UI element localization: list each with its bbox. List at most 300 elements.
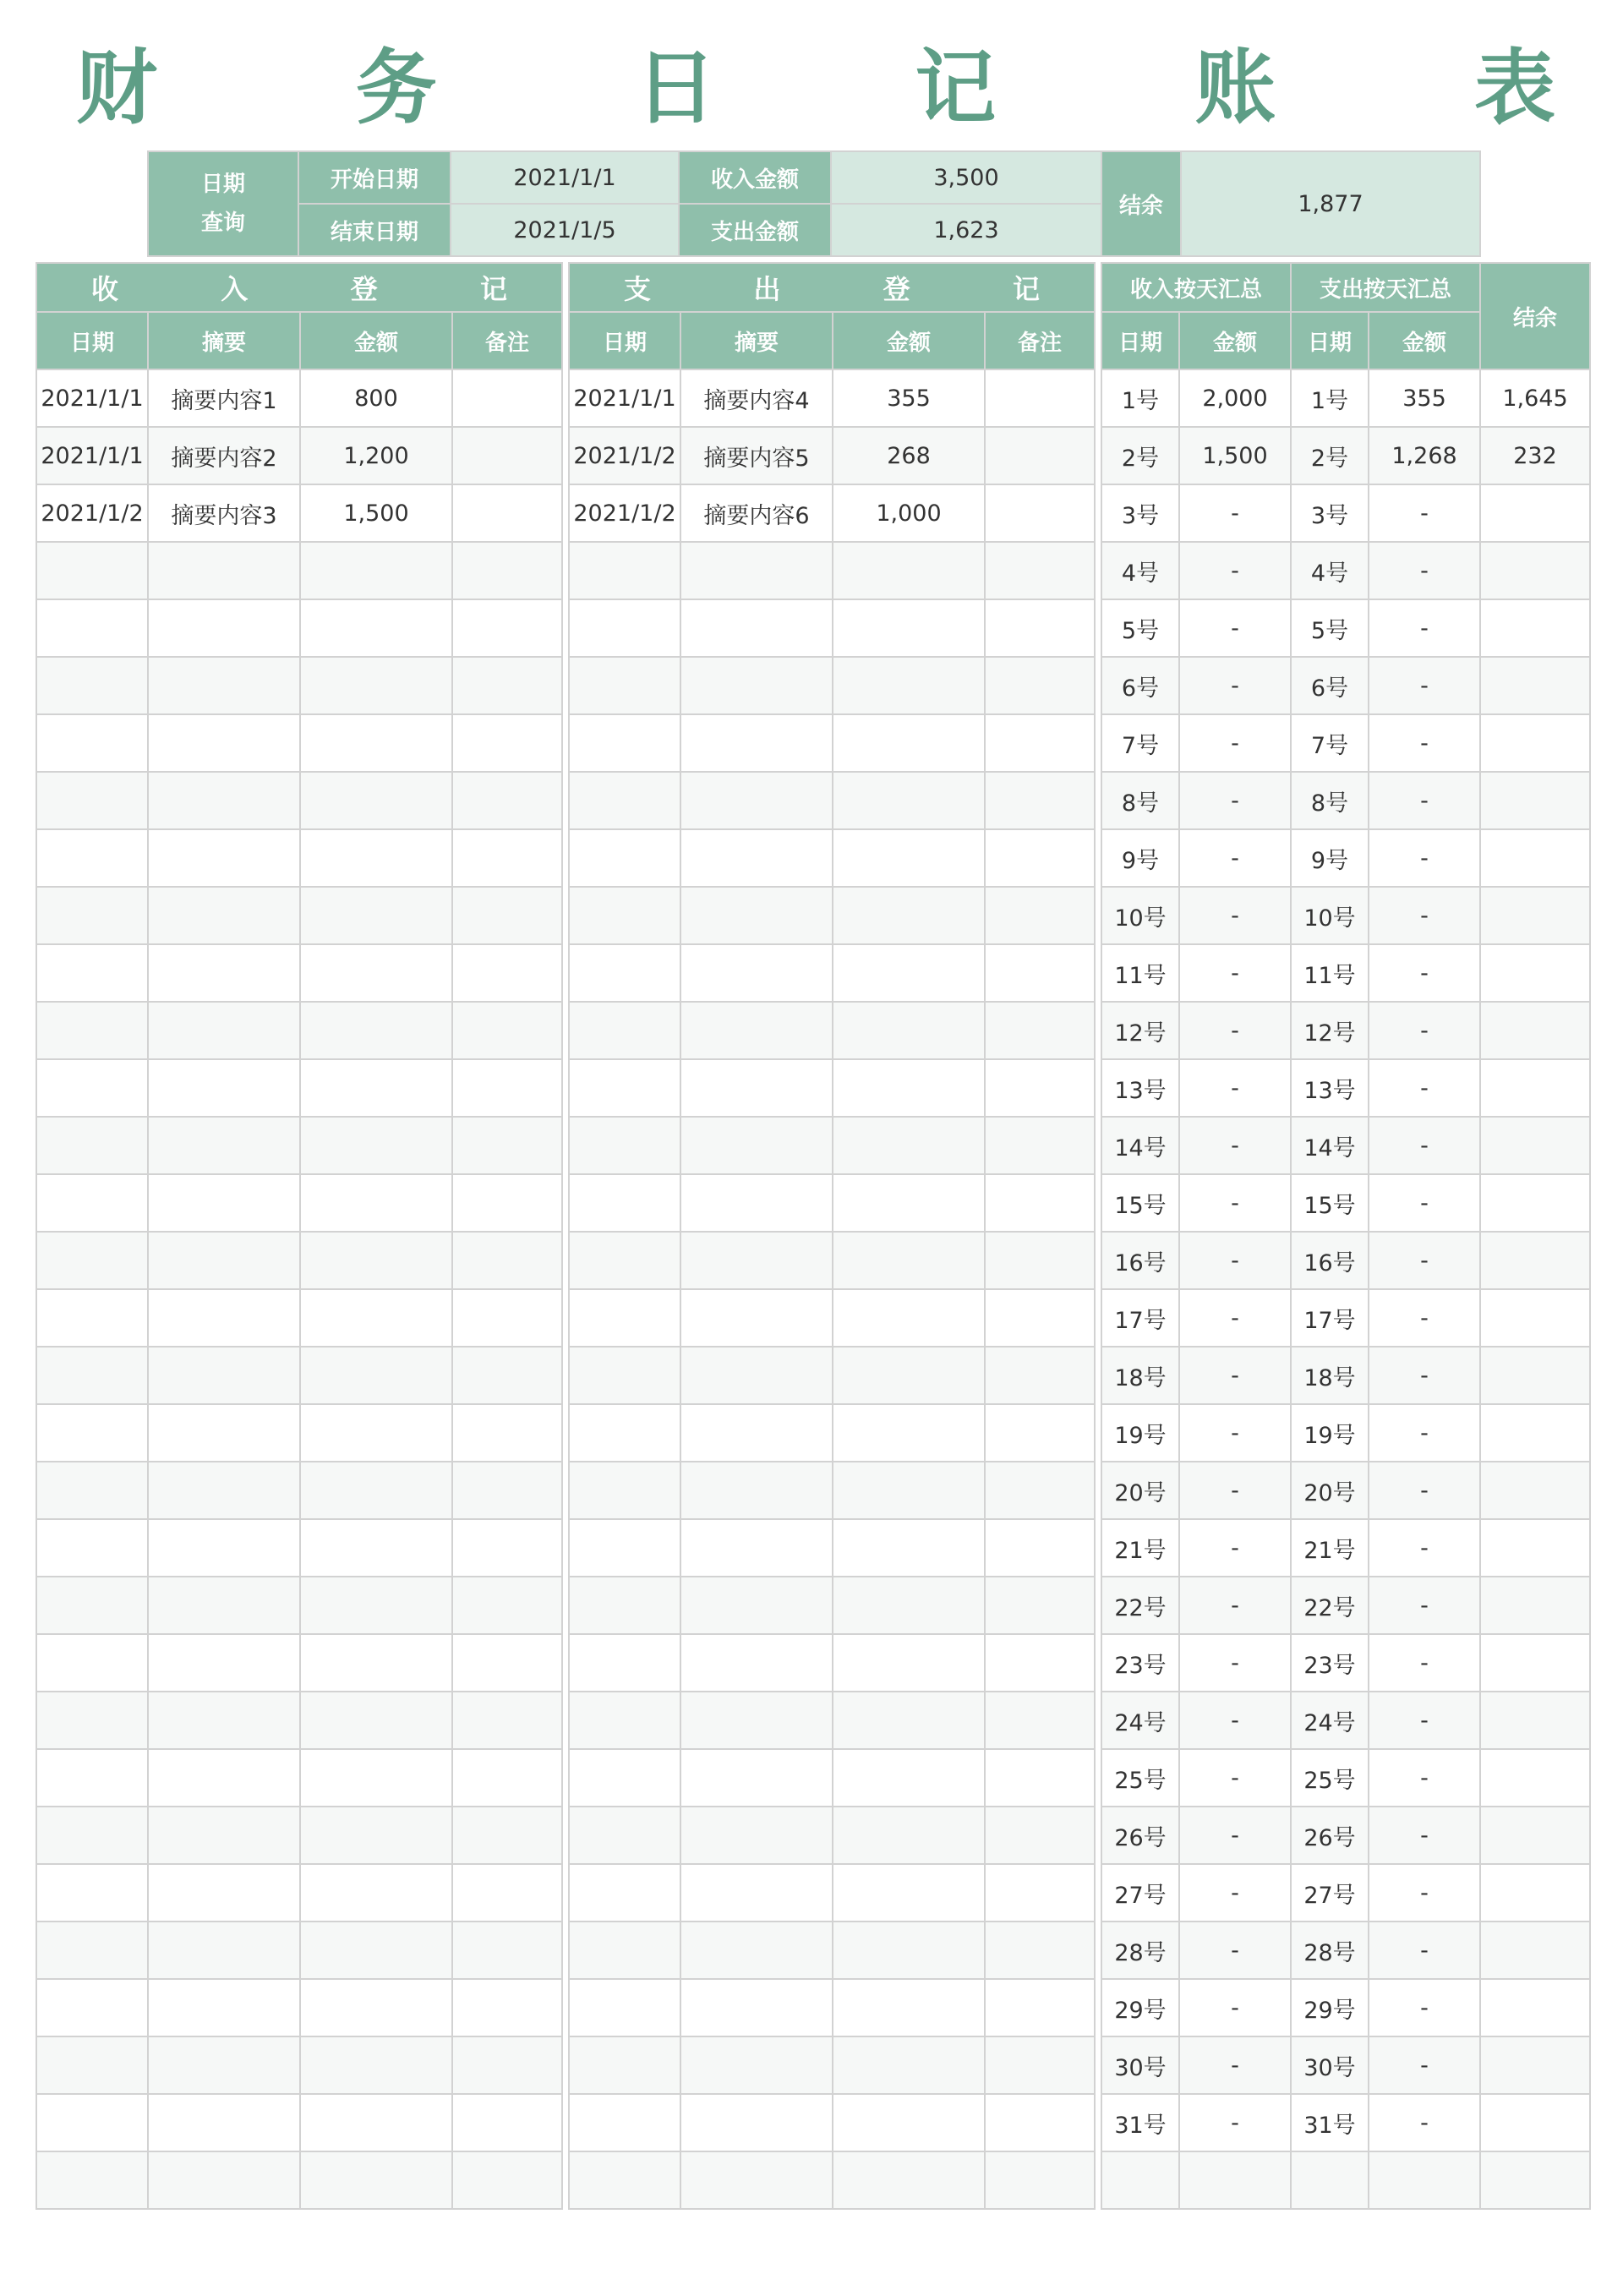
summary-balance-cell[interactable]: 1,645	[1480, 369, 1590, 427]
summary-income-amount-cell[interactable]: -	[1179, 1232, 1291, 1289]
income-date-cell[interactable]	[36, 542, 148, 599]
summary-expense-amount-cell[interactable]: -	[1369, 1174, 1480, 1232]
expense-date-cell[interactable]	[569, 1519, 680, 1577]
summary-balance-cell[interactable]	[1480, 1807, 1590, 1864]
income-amount-cell[interactable]	[300, 2094, 452, 2151]
summary-expense-date-cell[interactable]: 28号	[1291, 1922, 1369, 1979]
summary-income-amount-cell[interactable]: -	[1179, 1922, 1291, 1979]
income-note-cell[interactable]	[452, 944, 562, 1002]
summary-income-date-cell[interactable]: 15号	[1101, 1174, 1179, 1232]
income-note-cell[interactable]	[452, 1347, 562, 1404]
expense-date-cell[interactable]	[569, 1289, 680, 1347]
summary-expense-amount-cell[interactable]: 355	[1369, 369, 1480, 427]
income-note-cell[interactable]	[452, 1117, 562, 1174]
expense-note-cell[interactable]	[985, 714, 1095, 772]
expense-summary-cell[interactable]	[680, 1634, 833, 1692]
expense-summary-cell[interactable]	[680, 1404, 833, 1462]
expense-date-cell[interactable]	[569, 542, 680, 599]
expense-amount-cell[interactable]	[833, 1347, 985, 1404]
expense-date-cell[interactable]: 2021/1/1	[569, 369, 680, 427]
summary-balance-cell[interactable]: 232	[1480, 427, 1590, 484]
income-amount-cell[interactable]: 800	[300, 369, 452, 427]
expense-amount-cell[interactable]	[833, 1692, 985, 1749]
income-note-cell[interactable]	[452, 1519, 562, 1577]
summary-balance-cell[interactable]	[1480, 1289, 1590, 1347]
expense-amount-cell[interactable]	[833, 1462, 985, 1519]
income-summary-cell[interactable]	[148, 657, 300, 714]
expense-date-cell[interactable]	[569, 1807, 680, 1864]
expense-summary-cell[interactable]	[680, 1807, 833, 1864]
income-note-cell[interactable]	[452, 2151, 562, 2209]
income-amount-cell[interactable]	[300, 542, 452, 599]
income-note-cell[interactable]	[452, 1232, 562, 1289]
expense-summary-cell[interactable]	[680, 2151, 833, 2209]
expense-amount-cell[interactable]	[833, 714, 985, 772]
income-amount-cell[interactable]	[300, 1117, 452, 1174]
summary-expense-date-cell[interactable]: 5号	[1291, 599, 1369, 657]
expense-amount-cell[interactable]	[833, 944, 985, 1002]
income-date-cell[interactable]	[36, 2151, 148, 2209]
summary-expense-amount-cell[interactable]: -	[1369, 1289, 1480, 1347]
expense-note-cell[interactable]	[985, 484, 1095, 542]
summary-expense-date-cell[interactable]: 20号	[1291, 1462, 1369, 1519]
expense-date-cell[interactable]	[569, 2036, 680, 2094]
summary-income-date-cell[interactable]: 12号	[1101, 1002, 1179, 1059]
summary-balance-cell[interactable]	[1480, 484, 1590, 542]
summary-income-date-cell[interactable]: 13号	[1101, 1059, 1179, 1117]
expense-date-cell[interactable]: 2021/1/2	[569, 427, 680, 484]
summary-balance-cell[interactable]	[1480, 1634, 1590, 1692]
summary-income-date-cell[interactable]: 9号	[1101, 829, 1179, 887]
expense-note-cell[interactable]	[985, 1864, 1095, 1922]
expense-amount-cell[interactable]	[833, 1577, 985, 1634]
expense-amount-cell[interactable]	[833, 1634, 985, 1692]
income-summary-cell[interactable]	[148, 1864, 300, 1922]
expense-summary-cell[interactable]	[680, 944, 833, 1002]
expense-summary-cell[interactable]	[680, 542, 833, 599]
expense-summary-cell[interactable]	[680, 1864, 833, 1922]
summary-expense-amount-cell[interactable]: -	[1369, 1577, 1480, 1634]
expense-summary-cell[interactable]	[680, 772, 833, 829]
income-amount-cell[interactable]: 1,500	[300, 484, 452, 542]
summary-balance-cell[interactable]	[1480, 1922, 1590, 1979]
income-date-cell[interactable]	[36, 1289, 148, 1347]
summary-expense-date-cell[interactable]: 23号	[1291, 1634, 1369, 1692]
income-amount-cell[interactable]	[300, 944, 452, 1002]
income-note-cell[interactable]	[452, 1289, 562, 1347]
summary-balance-cell[interactable]	[1480, 657, 1590, 714]
income-date-cell[interactable]	[36, 1519, 148, 1577]
expense-note-cell[interactable]	[985, 1922, 1095, 1979]
summary-expense-amount-cell[interactable]: -	[1369, 1807, 1480, 1864]
summary-expense-date-cell[interactable]: 3号	[1291, 484, 1369, 542]
income-amount-cell[interactable]	[300, 1749, 452, 1807]
summary-income-date-cell[interactable]: 10号	[1101, 887, 1179, 944]
summary-balance-cell[interactable]	[1480, 1059, 1590, 1117]
summary-income-date-cell[interactable]: 2号	[1101, 427, 1179, 484]
summary-expense-amount-cell[interactable]: -	[1369, 1922, 1480, 1979]
income-note-cell[interactable]	[452, 1979, 562, 2036]
expense-date-cell[interactable]	[569, 2151, 680, 2209]
income-summary-cell[interactable]	[148, 1807, 300, 1864]
income-date-cell[interactable]	[36, 944, 148, 1002]
summary-expense-date-cell[interactable]: 12号	[1291, 1002, 1369, 1059]
income-date-cell[interactable]	[36, 1922, 148, 1979]
expense-note-cell[interactable]	[985, 1117, 1095, 1174]
expense-amount-cell[interactable]	[833, 1404, 985, 1462]
summary-balance-cell[interactable]	[1480, 2094, 1590, 2151]
expense-note-cell[interactable]	[985, 1577, 1095, 1634]
income-amount-cell[interactable]	[300, 1002, 452, 1059]
summary-income-date-cell[interactable]: 31号	[1101, 2094, 1179, 2151]
summary-income-date-cell[interactable]: 5号	[1101, 599, 1179, 657]
end-date-field[interactable]: 2021/1/5	[451, 204, 679, 256]
expense-note-cell[interactable]	[985, 887, 1095, 944]
summary-expense-date-cell[interactable]: 21号	[1291, 1519, 1369, 1577]
expense-note-cell[interactable]	[985, 1807, 1095, 1864]
income-date-cell[interactable]	[36, 599, 148, 657]
expense-amount-cell[interactable]: 355	[833, 369, 985, 427]
expense-date-cell[interactable]	[569, 1117, 680, 1174]
income-summary-cell[interactable]: 摘要内容1	[148, 369, 300, 427]
income-summary-cell[interactable]	[148, 2151, 300, 2209]
income-summary-cell[interactable]	[148, 1692, 300, 1749]
summary-income-amount-cell[interactable]: -	[1179, 1347, 1291, 1404]
expense-summary-cell[interactable]	[680, 1347, 833, 1404]
summary-balance-cell[interactable]	[1480, 599, 1590, 657]
expense-summary-cell[interactable]	[680, 1117, 833, 1174]
summary-income-date-cell[interactable]: 16号	[1101, 1232, 1179, 1289]
income-date-cell[interactable]	[36, 1577, 148, 1634]
summary-expense-amount-cell[interactable]	[1369, 2151, 1480, 2209]
income-date-cell[interactable]: 2021/1/1	[36, 427, 148, 484]
summary-balance-cell[interactable]	[1480, 2151, 1590, 2209]
income-summary-cell[interactable]	[148, 599, 300, 657]
income-summary-cell[interactable]	[148, 1289, 300, 1347]
income-summary-cell[interactable]	[148, 772, 300, 829]
income-summary-cell[interactable]	[148, 887, 300, 944]
expense-note-cell[interactable]	[985, 599, 1095, 657]
expense-summary-cell[interactable]	[680, 2036, 833, 2094]
summary-balance-cell[interactable]	[1480, 887, 1590, 944]
summary-expense-date-cell[interactable]: 27号	[1291, 1864, 1369, 1922]
summary-balance-cell[interactable]	[1480, 1002, 1590, 1059]
income-amount-cell[interactable]: 1,200	[300, 427, 452, 484]
income-note-cell[interactable]	[452, 599, 562, 657]
expense-summary-cell[interactable]: 摘要内容6	[680, 484, 833, 542]
expense-amount-cell[interactable]	[833, 1519, 985, 1577]
summary-expense-amount-cell[interactable]: -	[1369, 1519, 1480, 1577]
expense-amount-cell[interactable]	[833, 657, 985, 714]
summary-expense-date-cell[interactable]: 6号	[1291, 657, 1369, 714]
summary-balance-cell[interactable]	[1480, 1174, 1590, 1232]
expense-summary-cell[interactable]	[680, 1519, 833, 1577]
summary-expense-amount-cell[interactable]: -	[1369, 1002, 1480, 1059]
expense-note-cell[interactable]	[985, 772, 1095, 829]
summary-income-amount-cell[interactable]: -	[1179, 1979, 1291, 2036]
summary-expense-date-cell[interactable]: 22号	[1291, 1577, 1369, 1634]
income-date-cell[interactable]	[36, 1002, 148, 1059]
expense-amount-cell[interactable]	[833, 1232, 985, 1289]
expense-summary-cell[interactable]	[680, 1174, 833, 1232]
income-note-cell[interactable]	[452, 1749, 562, 1807]
expense-amount-cell[interactable]	[833, 1002, 985, 1059]
summary-expense-date-cell[interactable]: 24号	[1291, 1692, 1369, 1749]
summary-income-amount-cell[interactable]: -	[1179, 1692, 1291, 1749]
summary-expense-amount-cell[interactable]: -	[1369, 2036, 1480, 2094]
expense-summary-cell[interactable]	[680, 829, 833, 887]
summary-income-amount-cell[interactable]: -	[1179, 542, 1291, 599]
summary-expense-date-cell[interactable]	[1291, 2151, 1369, 2209]
summary-expense-date-cell[interactable]: 17号	[1291, 1289, 1369, 1347]
expense-date-cell[interactable]	[569, 944, 680, 1002]
summary-income-date-cell[interactable]: 7号	[1101, 714, 1179, 772]
summary-expense-amount-cell[interactable]: -	[1369, 1059, 1480, 1117]
income-amount-cell[interactable]	[300, 772, 452, 829]
expense-note-cell[interactable]	[985, 2036, 1095, 2094]
expense-amount-cell[interactable]	[833, 2036, 985, 2094]
expense-summary-cell[interactable]	[680, 887, 833, 944]
summary-expense-amount-cell[interactable]: -	[1369, 1347, 1480, 1404]
summary-income-amount-cell[interactable]: -	[1179, 1634, 1291, 1692]
summary-income-amount-cell[interactable]: -	[1179, 1174, 1291, 1232]
expense-note-cell[interactable]	[985, 829, 1095, 887]
summary-expense-date-cell[interactable]: 9号	[1291, 829, 1369, 887]
income-note-cell[interactable]	[452, 1002, 562, 1059]
summary-income-amount-cell[interactable]: -	[1179, 657, 1291, 714]
income-note-cell[interactable]	[452, 1807, 562, 1864]
summary-expense-amount-cell[interactable]: -	[1369, 1404, 1480, 1462]
summary-income-amount-cell[interactable]: -	[1179, 2036, 1291, 2094]
expense-amount-cell[interactable]	[833, 1979, 985, 2036]
summary-income-amount-cell[interactable]: -	[1179, 1749, 1291, 1807]
income-summary-cell[interactable]	[148, 829, 300, 887]
summary-expense-date-cell[interactable]: 8号	[1291, 772, 1369, 829]
income-date-cell[interactable]	[36, 1059, 148, 1117]
summary-income-amount-cell[interactable]: -	[1179, 1002, 1291, 1059]
summary-expense-amount-cell[interactable]: -	[1369, 1864, 1480, 1922]
summary-balance-cell[interactable]	[1480, 1117, 1590, 1174]
summary-expense-amount-cell[interactable]: -	[1369, 657, 1480, 714]
income-summary-cell[interactable]	[148, 944, 300, 1002]
summary-expense-date-cell[interactable]: 13号	[1291, 1059, 1369, 1117]
income-date-cell[interactable]	[36, 1692, 148, 1749]
expense-date-cell[interactable]	[569, 1749, 680, 1807]
summary-income-amount-cell[interactable]: -	[1179, 714, 1291, 772]
expense-date-cell[interactable]	[569, 1922, 680, 1979]
income-note-cell[interactable]	[452, 772, 562, 829]
expense-date-cell[interactable]	[569, 1864, 680, 1922]
income-date-cell[interactable]	[36, 1347, 148, 1404]
expense-date-cell[interactable]	[569, 657, 680, 714]
expense-note-cell[interactable]	[985, 1692, 1095, 1749]
income-summary-cell[interactable]	[148, 2036, 300, 2094]
expense-amount-cell[interactable]	[833, 1807, 985, 1864]
expense-amount-cell[interactable]	[833, 599, 985, 657]
income-summary-cell[interactable]	[148, 1174, 300, 1232]
expense-amount-cell[interactable]	[833, 1289, 985, 1347]
summary-income-amount-cell[interactable]: -	[1179, 1807, 1291, 1864]
summary-expense-date-cell[interactable]: 11号	[1291, 944, 1369, 1002]
income-amount-cell[interactable]	[300, 714, 452, 772]
summary-expense-amount-cell[interactable]: -	[1369, 1462, 1480, 1519]
income-summary-cell[interactable]	[148, 1577, 300, 1634]
income-note-cell[interactable]	[452, 657, 562, 714]
expense-summary-cell[interactable]: 摘要内容4	[680, 369, 833, 427]
income-note-cell[interactable]	[452, 1404, 562, 1462]
income-amount-cell[interactable]	[300, 2151, 452, 2209]
summary-expense-amount-cell[interactable]: -	[1369, 772, 1480, 829]
income-date-cell[interactable]	[36, 1232, 148, 1289]
summary-expense-amount-cell[interactable]: -	[1369, 484, 1480, 542]
summary-balance-cell[interactable]	[1480, 944, 1590, 1002]
summary-expense-amount-cell[interactable]: -	[1369, 599, 1480, 657]
summary-income-amount-cell[interactable]: 2,000	[1179, 369, 1291, 427]
expense-amount-cell[interactable]	[833, 2151, 985, 2209]
expense-date-cell[interactable]: 2021/1/2	[569, 484, 680, 542]
summary-income-amount-cell[interactable]: -	[1179, 1519, 1291, 1577]
income-date-cell[interactable]	[36, 1807, 148, 1864]
income-note-cell[interactable]	[452, 427, 562, 484]
expense-date-cell[interactable]	[569, 1462, 680, 1519]
income-note-cell[interactable]	[452, 2094, 562, 2151]
expense-amount-cell[interactable]: 268	[833, 427, 985, 484]
summary-expense-date-cell[interactable]: 14号	[1291, 1117, 1369, 1174]
expense-summary-cell[interactable]	[680, 1289, 833, 1347]
expense-date-cell[interactable]	[569, 1692, 680, 1749]
summary-expense-date-cell[interactable]: 10号	[1291, 887, 1369, 944]
income-amount-cell[interactable]	[300, 1577, 452, 1634]
expense-note-cell[interactable]	[985, 1979, 1095, 2036]
summary-expense-amount-cell[interactable]: -	[1369, 1117, 1480, 1174]
income-note-cell[interactable]	[452, 1462, 562, 1519]
expense-date-cell[interactable]	[569, 1059, 680, 1117]
income-amount-cell[interactable]	[300, 1864, 452, 1922]
expense-date-cell[interactable]	[569, 887, 680, 944]
income-date-cell[interactable]: 2021/1/1	[36, 369, 148, 427]
expense-note-cell[interactable]	[985, 1174, 1095, 1232]
income-note-cell[interactable]	[452, 2036, 562, 2094]
income-summary-cell[interactable]	[148, 1404, 300, 1462]
income-amount-cell[interactable]	[300, 1922, 452, 1979]
summary-expense-amount-cell[interactable]: -	[1369, 542, 1480, 599]
summary-balance-cell[interactable]	[1480, 2036, 1590, 2094]
income-summary-cell[interactable]: 摘要内容2	[148, 427, 300, 484]
summary-income-amount-cell[interactable]: -	[1179, 772, 1291, 829]
summary-income-amount-cell[interactable]: -	[1179, 1117, 1291, 1174]
summary-balance-cell[interactable]	[1480, 1347, 1590, 1404]
summary-income-date-cell[interactable]: 29号	[1101, 1979, 1179, 2036]
summary-expense-date-cell[interactable]: 16号	[1291, 1232, 1369, 1289]
income-amount-cell[interactable]	[300, 1692, 452, 1749]
summary-income-date-cell[interactable]: 6号	[1101, 657, 1179, 714]
summary-balance-cell[interactable]	[1480, 1979, 1590, 2036]
income-amount-cell[interactable]	[300, 829, 452, 887]
expense-note-cell[interactable]	[985, 1519, 1095, 1577]
expense-note-cell[interactable]	[985, 1347, 1095, 1404]
income-summary-cell[interactable]	[148, 542, 300, 599]
income-note-cell[interactable]	[452, 1922, 562, 1979]
summary-expense-date-cell[interactable]: 18号	[1291, 1347, 1369, 1404]
summary-expense-amount-cell[interactable]: -	[1369, 1634, 1480, 1692]
expense-date-cell[interactable]	[569, 1404, 680, 1462]
summary-income-amount-cell[interactable]: -	[1179, 1462, 1291, 1519]
income-amount-cell[interactable]	[300, 599, 452, 657]
summary-income-date-cell[interactable]: 25号	[1101, 1749, 1179, 1807]
income-note-cell[interactable]	[452, 1174, 562, 1232]
expense-amount-cell[interactable]	[833, 1059, 985, 1117]
income-summary-cell[interactable]	[148, 1922, 300, 1979]
expense-note-cell[interactable]	[985, 1749, 1095, 1807]
expense-note-cell[interactable]	[985, 542, 1095, 599]
summary-income-date-cell[interactable]: 30号	[1101, 2036, 1179, 2094]
income-note-cell[interactable]	[452, 829, 562, 887]
summary-income-date-cell[interactable]: 22号	[1101, 1577, 1179, 1634]
expense-date-cell[interactable]	[569, 1577, 680, 1634]
summary-balance-cell[interactable]	[1480, 1749, 1590, 1807]
income-note-cell[interactable]	[452, 1059, 562, 1117]
income-summary-cell[interactable]	[148, 1059, 300, 1117]
summary-expense-amount-cell[interactable]: -	[1369, 829, 1480, 887]
expense-date-cell[interactable]	[569, 1002, 680, 1059]
expense-note-cell[interactable]	[985, 1002, 1095, 1059]
expense-note-cell[interactable]	[985, 1289, 1095, 1347]
summary-balance-cell[interactable]	[1480, 1232, 1590, 1289]
income-date-cell[interactable]	[36, 1404, 148, 1462]
income-date-cell[interactable]	[36, 1462, 148, 1519]
summary-income-date-cell[interactable]: 28号	[1101, 1922, 1179, 1979]
income-amount-cell[interactable]	[300, 1979, 452, 2036]
summary-balance-cell[interactable]	[1480, 1577, 1590, 1634]
expense-summary-cell[interactable]	[680, 714, 833, 772]
summary-expense-amount-cell[interactable]: -	[1369, 1979, 1480, 2036]
expense-summary-cell[interactable]	[680, 657, 833, 714]
income-summary-cell[interactable]	[148, 1002, 300, 1059]
summary-income-date-cell[interactable]: 24号	[1101, 1692, 1179, 1749]
income-date-cell[interactable]	[36, 657, 148, 714]
expense-date-cell[interactable]	[569, 1174, 680, 1232]
income-amount-cell[interactable]	[300, 1519, 452, 1577]
summary-income-amount-cell[interactable]: -	[1179, 887, 1291, 944]
expense-summary-cell[interactable]	[680, 1922, 833, 1979]
expense-note-cell[interactable]	[985, 369, 1095, 427]
summary-income-date-cell[interactable]: 21号	[1101, 1519, 1179, 1577]
income-note-cell[interactable]	[452, 1634, 562, 1692]
summary-balance-cell[interactable]	[1480, 772, 1590, 829]
summary-expense-amount-cell[interactable]: -	[1369, 1749, 1480, 1807]
income-summary-cell[interactable]	[148, 1634, 300, 1692]
summary-expense-amount-cell[interactable]: 1,268	[1369, 427, 1480, 484]
income-summary-cell[interactable]	[148, 714, 300, 772]
income-note-cell[interactable]	[452, 369, 562, 427]
expense-date-cell[interactable]	[569, 1634, 680, 1692]
income-amount-cell[interactable]	[300, 1404, 452, 1462]
income-amount-cell[interactable]	[300, 887, 452, 944]
expense-note-cell[interactable]	[985, 657, 1095, 714]
income-summary-cell[interactable]	[148, 2094, 300, 2151]
expense-amount-cell[interactable]	[833, 542, 985, 599]
income-date-cell[interactable]	[36, 1979, 148, 2036]
expense-date-cell[interactable]	[569, 1347, 680, 1404]
summary-income-amount-cell[interactable]: 1,500	[1179, 427, 1291, 484]
expense-summary-cell[interactable]	[680, 1577, 833, 1634]
expense-summary-cell[interactable]: 摘要内容5	[680, 427, 833, 484]
start-date-field[interactable]: 2021/1/1	[451, 151, 679, 204]
summary-income-date-cell[interactable]: 8号	[1101, 772, 1179, 829]
income-summary-cell[interactable]: 摘要内容3	[148, 484, 300, 542]
summary-income-amount-cell[interactable]: -	[1179, 1577, 1291, 1634]
summary-income-amount-cell[interactable]: -	[1179, 1864, 1291, 1922]
